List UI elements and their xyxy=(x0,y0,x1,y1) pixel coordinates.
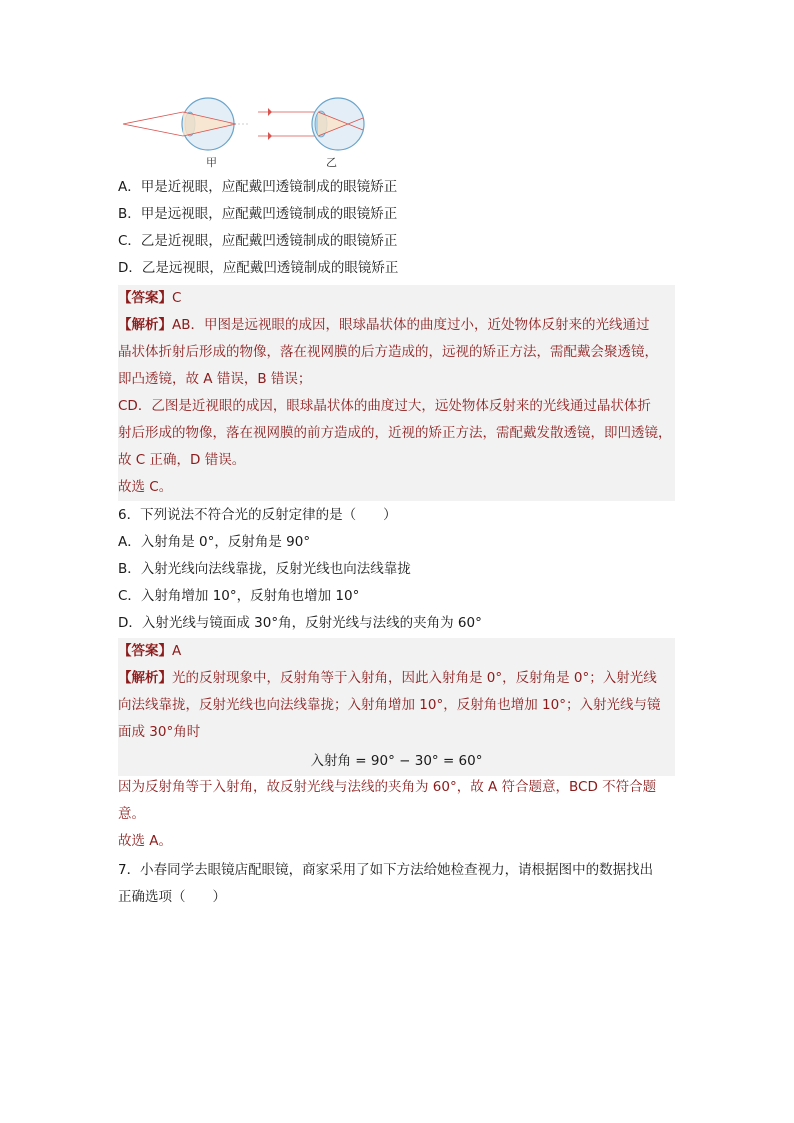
answer-tag: 【答案】 xyxy=(118,290,172,306)
analysis-tag: 【解析】 xyxy=(118,317,172,333)
q5-analysis-line-4: CD．乙图是近视眼的成因，眼球晶状体的曲度过大，远处物体反射来的光线通过晶状体折 xyxy=(118,398,651,414)
q6-option-a: A．入射角是 0°，反射角是 90° xyxy=(118,534,311,550)
figure-label-left: 甲 xyxy=(206,156,217,169)
eye-diagrams-figure xyxy=(118,94,378,174)
eye-right-diagram xyxy=(258,98,364,169)
q6-answer-block xyxy=(118,638,675,776)
q5-option-a: A．甲是近视眼，应配戴凹透镜制成的眼镜矫正 xyxy=(118,179,398,195)
q5-analysis-line-5: 射后形成的物像，落在视网膜的前方造成的，近视的矫正方法，需配戴发散透镜，即凹透镜， xyxy=(118,425,672,441)
q5-answer-row xyxy=(118,285,675,312)
q5-option-c: C．乙是近视眼，应配戴凹透镜制成的眼镜矫正 xyxy=(118,233,398,249)
q5-analysis-line-2: 晶状体折射后形成的物像，落在视网膜的后方造成的，远视的矫正方法，需配戴会聚透镜， xyxy=(118,344,658,360)
eye-left-diagram xyxy=(123,98,248,169)
q6-option-d: D．入射光线与镜面成 30°角，反射光线与法线的夹角为 60° xyxy=(118,615,482,631)
q5-analysis-line-3: 即凸透镜，故 A 错误，B 错误； xyxy=(118,371,312,387)
q6-analysis-line-2: 向法线靠拢，反射光线也向法线靠拢；入射角增加 10°，反射角也增加 10°；入射光线与镜 xyxy=(118,697,661,713)
q5-analysis-line-1: 【解析】AB．甲图是远视眼的成因，眼球晶状体的曲度过小，近处物体反射来的光线通过 xyxy=(118,317,650,333)
q6-analysis-line-5: 意。 xyxy=(118,806,145,822)
eye-diagrams-svg xyxy=(118,94,378,174)
answer-value: A xyxy=(172,643,182,659)
figure-label-right: 乙 xyxy=(326,156,337,169)
q7-stem-line-2: 正确选项（ ） xyxy=(118,889,226,905)
q5-answer-block xyxy=(118,285,675,501)
q6-formula: 入射角 = 90° − 30° = 60° xyxy=(310,753,483,769)
answer-value: C xyxy=(172,290,182,306)
q6-option-c: C．入射角增加 10°，反射角也增加 10° xyxy=(118,588,360,604)
q5-option-d: D．乙是远视眼，应配戴凹透镜制成的眼镜矫正 xyxy=(118,260,399,276)
q6-analysis-line-4: 因为反射角等于入射角，故反射光线与法线的夹角为 60°，故 A 符合题意，BCD 不符合题 xyxy=(118,779,657,795)
q6-analysis-line-3: 面成 30°角时 xyxy=(118,724,201,740)
q6-option-b: B．入射光线向法线靠拢，反射光线也向法线靠拢 xyxy=(118,561,411,577)
q6-analysis-line-6: 故选 A。 xyxy=(118,833,173,849)
answer-tag: 【答案】 xyxy=(118,643,172,659)
q7-stem-line-1: 7．小春同学去眼镜店配眼镜，商家采用了如下方法给她检查视力，请根据图中的数据找出 xyxy=(118,862,654,878)
q5-analysis-line-7: 故选 C。 xyxy=(118,479,173,495)
q6-stem: 6．下列说法不符合光的反射定律的是（ ） xyxy=(118,507,397,523)
analysis-tag: 【解析】 xyxy=(118,670,172,686)
q6-analysis-line-1: 【解析】光的反射现象中，反射角等于入射角，因此入射角是 0°，反射角是 0°；入射光线 xyxy=(118,670,657,686)
q6-answer-row xyxy=(118,638,675,665)
q5-option-b: B．甲是远视眼，应配戴凹透镜制成的眼镜矫正 xyxy=(118,206,398,222)
q5-analysis-line-6: 故 C 正确，D 错误。 xyxy=(118,452,246,468)
